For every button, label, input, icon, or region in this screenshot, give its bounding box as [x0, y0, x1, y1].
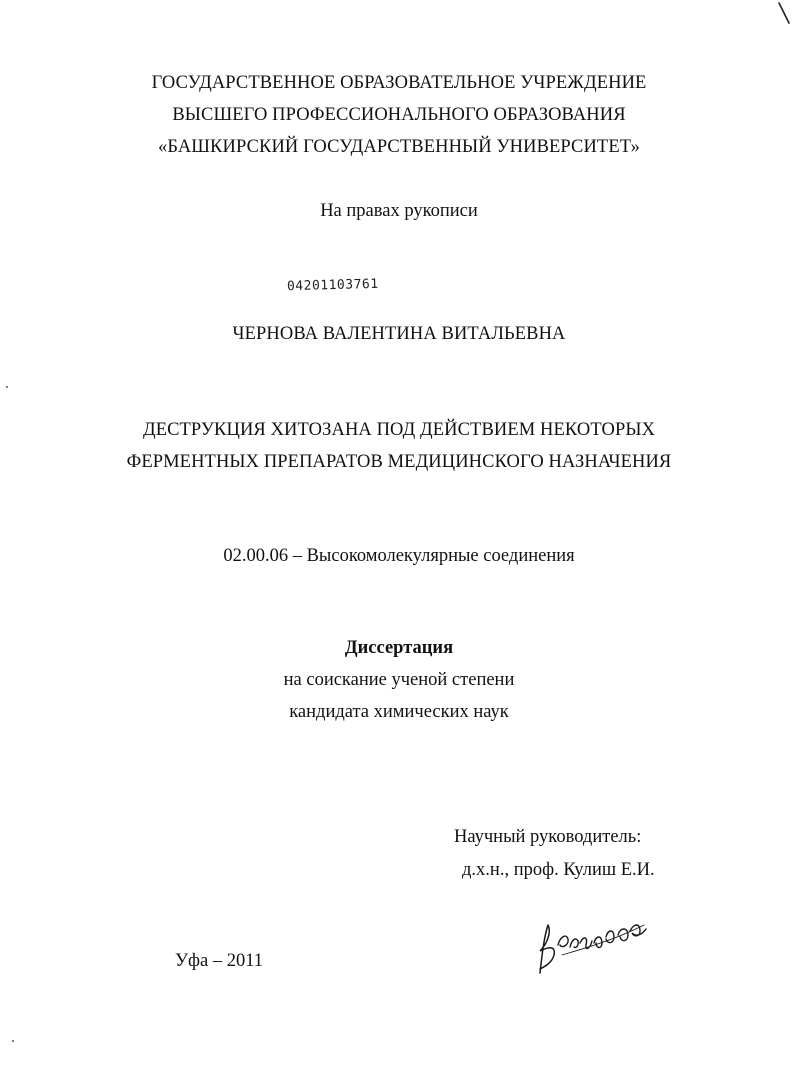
degree-line-1: на соискание ученой степени — [283, 670, 515, 690]
advisor-name: д.х.н., проф. Кулиш Е.И. — [462, 860, 655, 880]
degree-line-2: кандидата химических наук — [289, 702, 509, 722]
advisor-label: Научный руководитель: — [454, 827, 642, 847]
thesis-title-line-2: ФЕРМЕНТНЫХ ПРЕПАРАТОВ МЕДИЦИНСКОГО НАЗНАЧЕНИЯ — [126, 452, 672, 472]
scan-speck — [12, 1040, 14, 1042]
author-name: ЧЕРНОВА ВАЛЕНТИНА ВИТАЛЬЕВНА — [232, 324, 566, 344]
institution-line-2: ВЫСШЕГО ПРОФЕССИОНАЛЬНОГО ОБРАЗОВАНИЯ — [172, 105, 626, 125]
scan-corner-mark — [776, 0, 792, 26]
document-type: Диссертация — [344, 638, 454, 658]
city-year: Уфа – 2011 — [174, 951, 264, 971]
manuscript-rights: На правах рукописи — [320, 201, 478, 221]
library-stamp-number: 04201103761 — [286, 276, 379, 295]
scan-speck — [6, 386, 8, 388]
specialty-code: 02.00.06 – Высокомолекулярные соединения — [223, 546, 575, 566]
institution-line-3: «БАШКИРСКИЙ ГОСУДАРСТВЕННЫЙ УНИВЕРСИТЕТ» — [158, 137, 640, 157]
handwritten-signature — [532, 915, 652, 980]
institution-line-1: ГОСУДАРСТВЕННОЕ ОБРАЗОВАТЕЛЬНОЕ УЧРЕЖДЕНИЕ — [151, 73, 647, 93]
thesis-title-line-1: ДЕСТРУКЦИЯ ХИТОЗАНА ПОД ДЕЙСТВИЕМ НЕКОТОРЫХ — [142, 420, 656, 440]
